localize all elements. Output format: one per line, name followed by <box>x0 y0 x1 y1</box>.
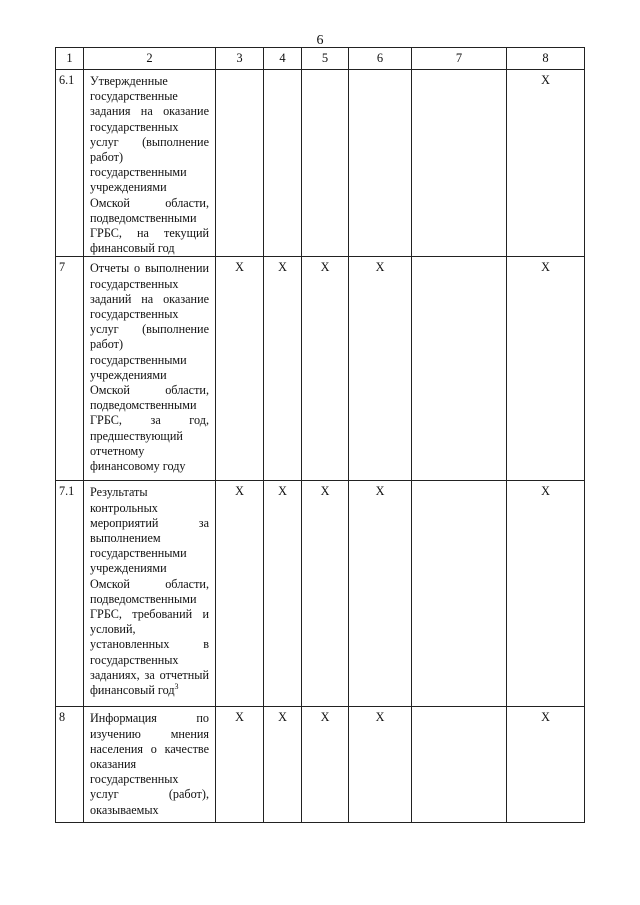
column-header: 6 <box>349 48 412 70</box>
row-number: 8 <box>56 707 84 823</box>
row-number: 6.1 <box>56 70 84 257</box>
cell-col8: X <box>507 707 585 823</box>
row-description: Информация по изучению мнения населения о качестве оказания государственных услуг (работ), оказываемых <box>84 707 216 823</box>
column-header: 5 <box>302 48 349 70</box>
table-row <box>56 70 585 257</box>
cell-col7 <box>412 707 507 823</box>
cell-col6: X <box>349 481 412 707</box>
cell-col4: X <box>264 481 302 707</box>
column-header: 7 <box>412 48 507 70</box>
column-header: 1 <box>56 48 84 70</box>
cell-col8: X <box>507 257 585 481</box>
cell-col4: X <box>264 707 302 823</box>
cell-col7 <box>412 481 507 707</box>
report-table <box>55 47 585 823</box>
table-row <box>56 257 585 481</box>
cell-col5: X <box>302 257 349 481</box>
table-row <box>56 481 585 707</box>
cell-col4 <box>264 70 302 257</box>
column-header: 8 <box>507 48 585 70</box>
cell-col5: X <box>302 481 349 707</box>
cell-col6 <box>349 70 412 257</box>
row-description <box>84 481 216 707</box>
cell-col3: X <box>216 707 264 823</box>
page-number: 6 <box>316 33 324 48</box>
footnote-marker: 3 <box>174 682 179 692</box>
cell-col3: X <box>216 257 264 481</box>
column-header: 3 <box>216 48 264 70</box>
row-number: 7.1 <box>56 481 84 707</box>
row-description-text: Результаты контрольных мероприятий за выполнением государственными учреждениями Омской области, подведомственными ГРБС, требований и условий, установленных в государственных заданиях, за отчетный финансовый год <box>90 485 209 698</box>
cell-col6: X <box>349 707 412 823</box>
column-header: 4 <box>264 48 302 70</box>
cell-col8: X <box>507 481 585 707</box>
cell-col5 <box>302 70 349 257</box>
row-description: Отчеты о выполнении государственных заданий на оказание государственных услуг (выполнение работ) государственными учреждениями Омской области, подведомственными ГРБС, за год, предшествующий отчетному финансовому году <box>84 257 216 481</box>
cell-col5: X <box>302 707 349 823</box>
cell-col3 <box>216 70 264 257</box>
cell-col7 <box>412 257 507 481</box>
cell-col8: X <box>507 70 585 257</box>
table-header-row <box>56 48 585 70</box>
row-number: 7 <box>56 257 84 481</box>
table-row <box>56 707 585 823</box>
row-description: Утвержденные государственные задания на оказание государственных услуг (выполнение работ) государственными учреждениями Омской области, подведомственными ГРБС, на текущий финансовый год <box>84 70 216 257</box>
column-header: 2 <box>84 48 216 70</box>
cell-col7 <box>412 70 507 257</box>
cell-col6: X <box>349 257 412 481</box>
cell-col3: X <box>216 481 264 707</box>
cell-col4: X <box>264 257 302 481</box>
